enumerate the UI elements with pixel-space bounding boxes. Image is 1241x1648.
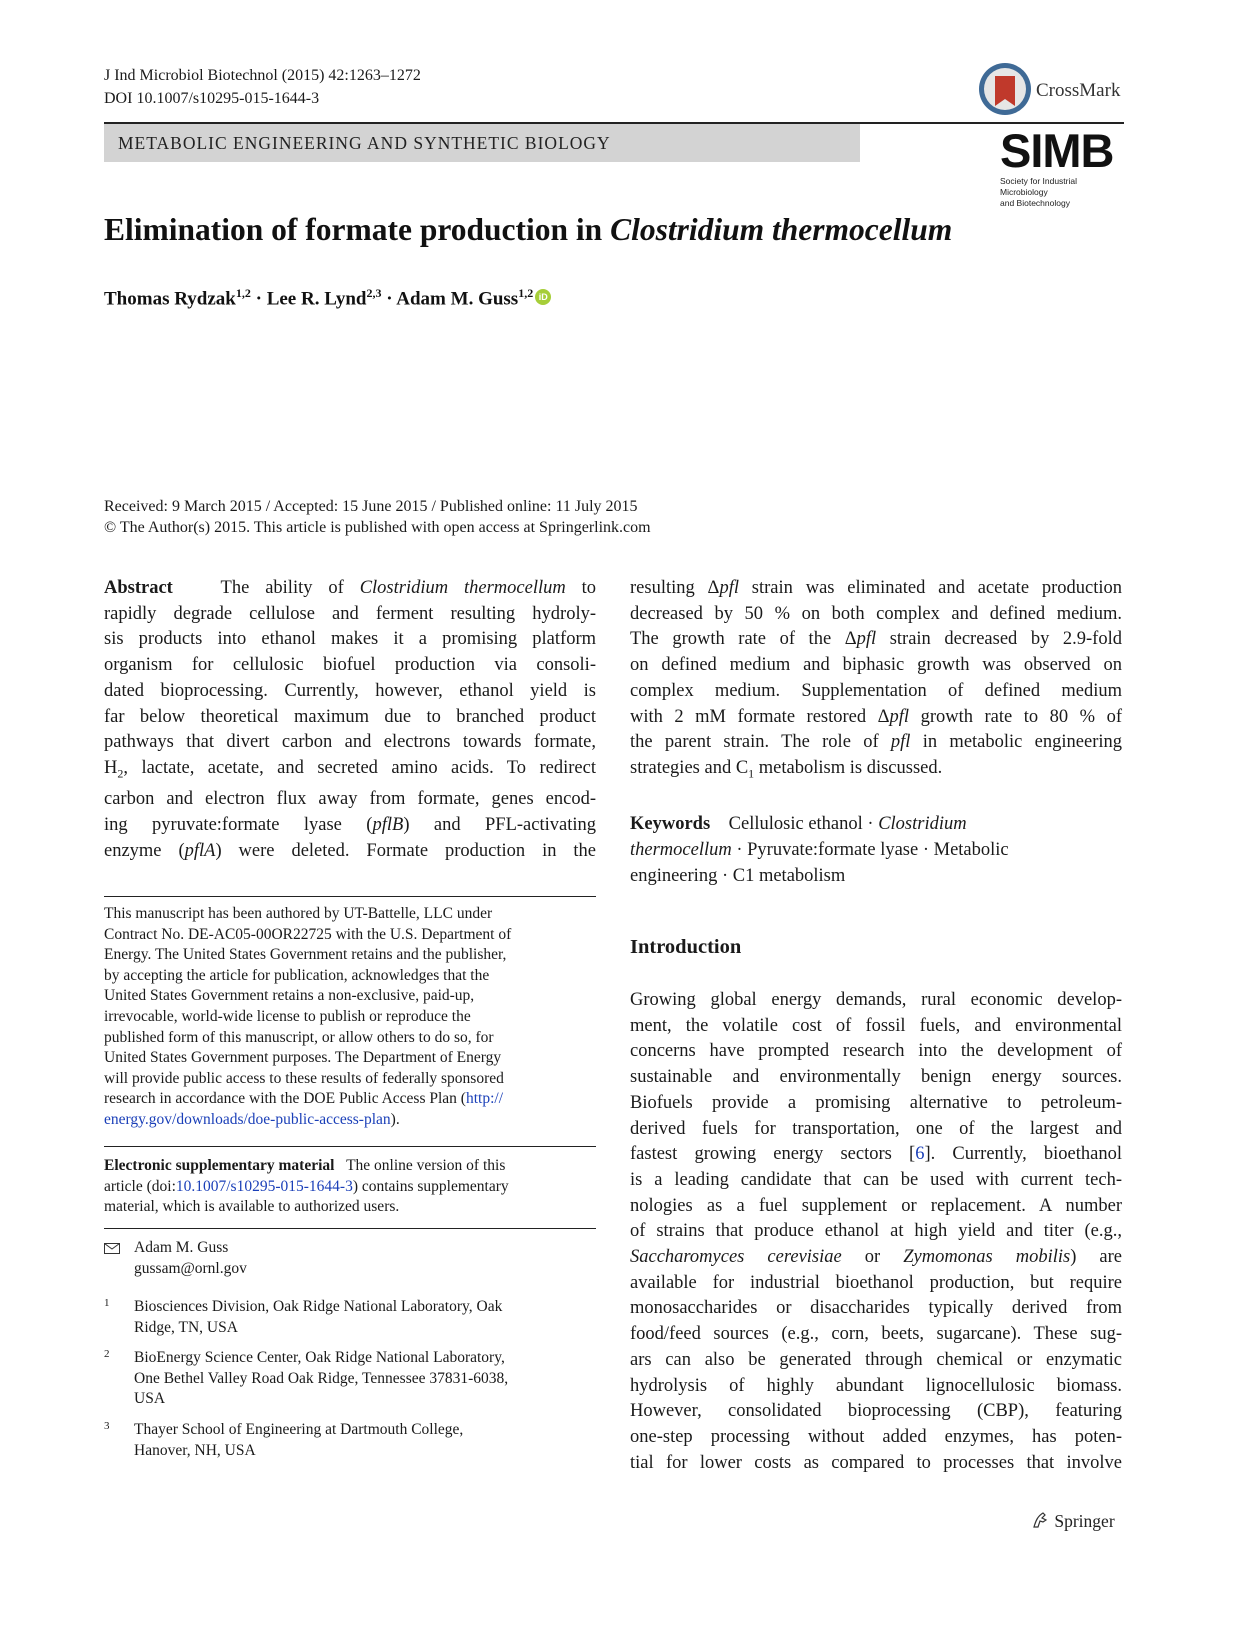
simb-subtitle-line: Society for Industrial Microbiology	[1000, 176, 1078, 197]
intro-line: ment, the volatile cost of fossil fuels, and environmental	[630, 1015, 1122, 1036]
crossmark-icon	[978, 62, 1032, 116]
author-name[interactable]: Lee R. Lynd	[266, 288, 367, 310]
esm-text: article (doi:	[104, 1177, 176, 1195]
copyright-line: © The Author(s) 2015. This article is published with open access at Springerlink.com	[104, 519, 651, 536]
author-affiliation: 2,3	[366, 286, 382, 300]
manuscript-note	[104, 904, 596, 1131]
author-name[interactable]: Adam M. Guss	[396, 288, 519, 310]
note-line	[104, 1089, 596, 1110]
note-line: will provide public access to these results of federally sponsored	[104, 1069, 504, 1087]
abstract-line: far below theoretical maximum due to branched product	[104, 706, 596, 727]
esm-line	[104, 1156, 596, 1177]
intro-line: Saccharomyces cerevisiae or Zymomonas mobilis) are	[630, 1247, 1122, 1268]
intro-line: concerns have prompted research into the development of	[630, 1041, 1122, 1062]
keywords-line: engineering · C1 metabolism	[630, 865, 846, 886]
esm-label: Electronic supplementary material	[104, 1157, 335, 1174]
intro-line: available for industrial bioethanol production, but require	[630, 1272, 1122, 1293]
esm-line: material, which is available to authorized users.	[104, 1198, 400, 1216]
abstract-line: Abstract The ability of Clostridium thermocellum to	[104, 578, 597, 598]
received-accepted-published: Received: 9 March 2015 / Accepted: 15 June 2015 / Published online: 11 July 2015	[104, 498, 638, 515]
abstract-line: enzyme (pflA) were deleted. Formate production in the	[104, 840, 597, 861]
note-line	[104, 1110, 596, 1131]
intro-line: hydrolysis of highly abundant lignocellulosic biomass.	[630, 1375, 1122, 1396]
intro-line: nologies as a fuel supplement or replacement. A number	[630, 1195, 1122, 1216]
abstract-line: ing pyruvate:formate lyase (pflB) and PFL-activating	[104, 815, 597, 836]
journal-citation	[104, 64, 421, 110]
intro-line: fastest growing energy sectors [6]. Currently, bioethanol	[630, 1144, 1122, 1165]
article-title	[104, 212, 952, 248]
note-line: by accepting the article for publication, acknowledges that the	[104, 966, 490, 984]
intro-line: of strains that produce ethanol at high yield and titer (e.g.,	[630, 1221, 1122, 1242]
springer-horse-icon	[1030, 1510, 1050, 1530]
abstract-line: $H_2$, lactate, acetate, and secreted amino acids. To redirect	[104, 757, 596, 781]
abstract-line: carbon and electron flux away from formate, genes encod-	[104, 789, 596, 810]
intro-line: monosaccharides or disaccharides typically derived from	[630, 1298, 1122, 1319]
abstract-line: rapidly degrade cellulose and ferment resulting hydroly-	[104, 603, 596, 624]
keywords-label: Keywords	[630, 814, 711, 835]
affiliation-line: Biosciences Division, Oak Ridge National Laboratory, Oak	[134, 1298, 503, 1315]
abstract-right	[630, 576, 1122, 889]
abstract-line: The growth rate of the Δpfl strain decreased by 2.9-fold	[630, 629, 1122, 650]
citation-link[interactable]: 6	[915, 1144, 925, 1165]
intro-line: sustainable and environmentally benign energy sources.	[630, 1067, 1122, 1088]
intro-line: food/feed sources (e.g., corn, beets, sugarcane). These sug-	[630, 1324, 1122, 1345]
title-text: Elimination of formate production in	[104, 212, 611, 247]
affiliation-line: Hanover, NH, USA	[134, 1441, 256, 1459]
affiliation-line: Ridge, TN, USA	[134, 1318, 238, 1336]
abstract-line: strategies and $C_1$ metabolism is discussed.	[630, 757, 943, 781]
doi-line: DOI 10.1007/s10295-015-1644-3	[104, 90, 320, 107]
affiliation-line: BioEnergy Science Center, Oak Ridge National Laboratory,	[134, 1349, 505, 1366]
introduction-heading: Introduction	[630, 936, 742, 958]
intro-line: However, consolidated bioprocessing (CBP), featuring	[630, 1401, 1122, 1422]
affiliation-number: 2	[104, 1348, 110, 1360]
abstract-line: on defined medium and biphasic growth was observed on	[630, 655, 1122, 676]
abstract-line: resulting Δpfl strain was eliminated and acetate production	[630, 578, 1122, 598]
affiliation-number: 3	[104, 1420, 110, 1432]
abstract-line: pathways that divert carbon and electrons towards formate,	[104, 732, 596, 753]
note-text: ).	[390, 1110, 400, 1128]
correspondent-email[interactable]: gussam@ornl.gov	[134, 1259, 247, 1277]
abstract-line: complex medium. Supplementation of defined medium	[630, 680, 1122, 701]
section-label: METABOLIC ENGINEERING AND SYNTHETIC BIOLOGY	[118, 133, 611, 153]
note-line: Contract No. DE-AC05-00OR22725 with the U.S. Department of	[104, 925, 512, 943]
crossmark-logo[interactable]	[978, 62, 1128, 118]
author-separator: ·	[255, 288, 262, 310]
note-line: This manuscript has been authored by UT-Battelle, LLC under	[104, 905, 493, 922]
crossmark-label: CrossMark	[1036, 80, 1121, 101]
note-line: published form of this manuscript, or allow others to do so, for	[104, 1028, 494, 1046]
abstract-line: dated bioprocessing. Currently, however, ethanol yield is	[104, 680, 596, 701]
organism-name: Clostridium thermocellum	[359, 578, 566, 598]
abstract-label: Abstract	[104, 578, 173, 598]
esm-text: The online version of this	[346, 1157, 506, 1174]
abstract-line: with 2 mM formate restored Δpfl growth rate to 80 % of	[630, 706, 1122, 727]
author-affiliation: 1,2	[235, 286, 251, 300]
intro-line: derived fuels for transportation, one of the largest and	[630, 1118, 1122, 1139]
esm-line	[104, 1177, 596, 1198]
affiliation-line: Thayer School of Engineering at Dartmouth College,	[134, 1421, 464, 1438]
abstract-line: organism for cellulosic biofuel production via consoli-	[104, 655, 596, 676]
footnote-rule	[104, 1228, 596, 1229]
abstract-line: decreased by 50 % on both complex and defined medium.	[630, 603, 1122, 624]
note-text: research in accordance with the DOE Public Access Plan (	[104, 1090, 466, 1108]
note-line: United States Government retains a non-exclusive, paid-up,	[104, 987, 475, 1005]
doe-plan-link[interactable]: http://	[465, 1090, 504, 1108]
abstract-line: sis products into ethanol makes it a promising platform	[104, 629, 596, 650]
section-banner	[104, 124, 860, 162]
affiliation-line: One Bethel Valley Road Oak Ridge, Tennessee 37831-6038,	[134, 1369, 509, 1387]
simb-subtitle	[1000, 176, 1124, 209]
esm-text: ) contains supplementary	[352, 1177, 509, 1195]
intro-line: Biofuels provide a promising alternative to petroleum-	[630, 1092, 1122, 1113]
simb-wordmark: SIMB	[1000, 124, 1114, 177]
intro-line: tial for lower costs as compared to processes that involve	[630, 1452, 1122, 1473]
envelope-icon	[104, 1243, 120, 1254]
author-separator: ·	[386, 288, 393, 310]
publisher-name: Springer	[1054, 1511, 1115, 1531]
note-line: United States Government purposes. The Department of Energy	[104, 1049, 502, 1067]
footnote-rule	[104, 896, 596, 897]
author-affiliation: 1,2	[518, 286, 534, 300]
correspondence	[104, 1238, 596, 1279]
intro-line: is a leading candidate that can be used with current tech-	[630, 1169, 1122, 1190]
esm-doi-link[interactable]: 10.1007/s10295-015-1644-3	[175, 1177, 353, 1195]
affiliation-line: USA	[134, 1390, 166, 1408]
correspondent-name: Adam M. Guss	[134, 1239, 229, 1256]
author-name[interactable]: Thomas Rydzak	[104, 288, 236, 310]
introduction-body	[630, 988, 1122, 1476]
article-dates	[104, 496, 651, 538]
simb-logo	[1000, 124, 1124, 209]
footnote-rule	[104, 1146, 596, 1147]
affiliation-3	[104, 1420, 596, 1461]
abstract-line: the parent strain. The role of pfl in metabolic engineering	[630, 732, 1122, 753]
note-line: Energy. The United States Government retains and the publisher,	[104, 946, 507, 964]
intro-line: Growing global energy demands, rural economic develop-	[630, 990, 1122, 1010]
author-list	[104, 286, 551, 310]
intro-line: ars can also be generated through chemical or enzymatic	[630, 1349, 1122, 1370]
doe-plan-link[interactable]: energy.gov/downloads/doe-public-access-plan	[104, 1110, 391, 1128]
affiliation-number: 1	[104, 1297, 110, 1309]
affiliation-1	[104, 1297, 596, 1338]
affiliation-2	[104, 1348, 596, 1410]
intro-line: one-step processing without added enzymes, has poten-	[630, 1426, 1122, 1447]
note-line: irrevocable, world-wide license to publish or reproduce the	[104, 1007, 471, 1025]
simb-subtitle-line: and Biotechnology	[1000, 198, 1070, 208]
abstract-left	[104, 576, 596, 864]
springer-logo	[1030, 1510, 1115, 1532]
keywords-line: Keywords Cellulosic ethanol · Clostridium	[630, 814, 967, 835]
title-organism: Clostridium thermocellum	[610, 212, 953, 247]
journal-line: J Ind Microbiol Biotechnol (2015) 42:1263–1272	[104, 67, 421, 84]
esm-note	[104, 1156, 596, 1218]
keywords-line: thermocellum · Pyruvate:formate lyase · Metabolic	[630, 840, 1009, 861]
orcid-icon[interactable]: iD	[535, 289, 551, 305]
